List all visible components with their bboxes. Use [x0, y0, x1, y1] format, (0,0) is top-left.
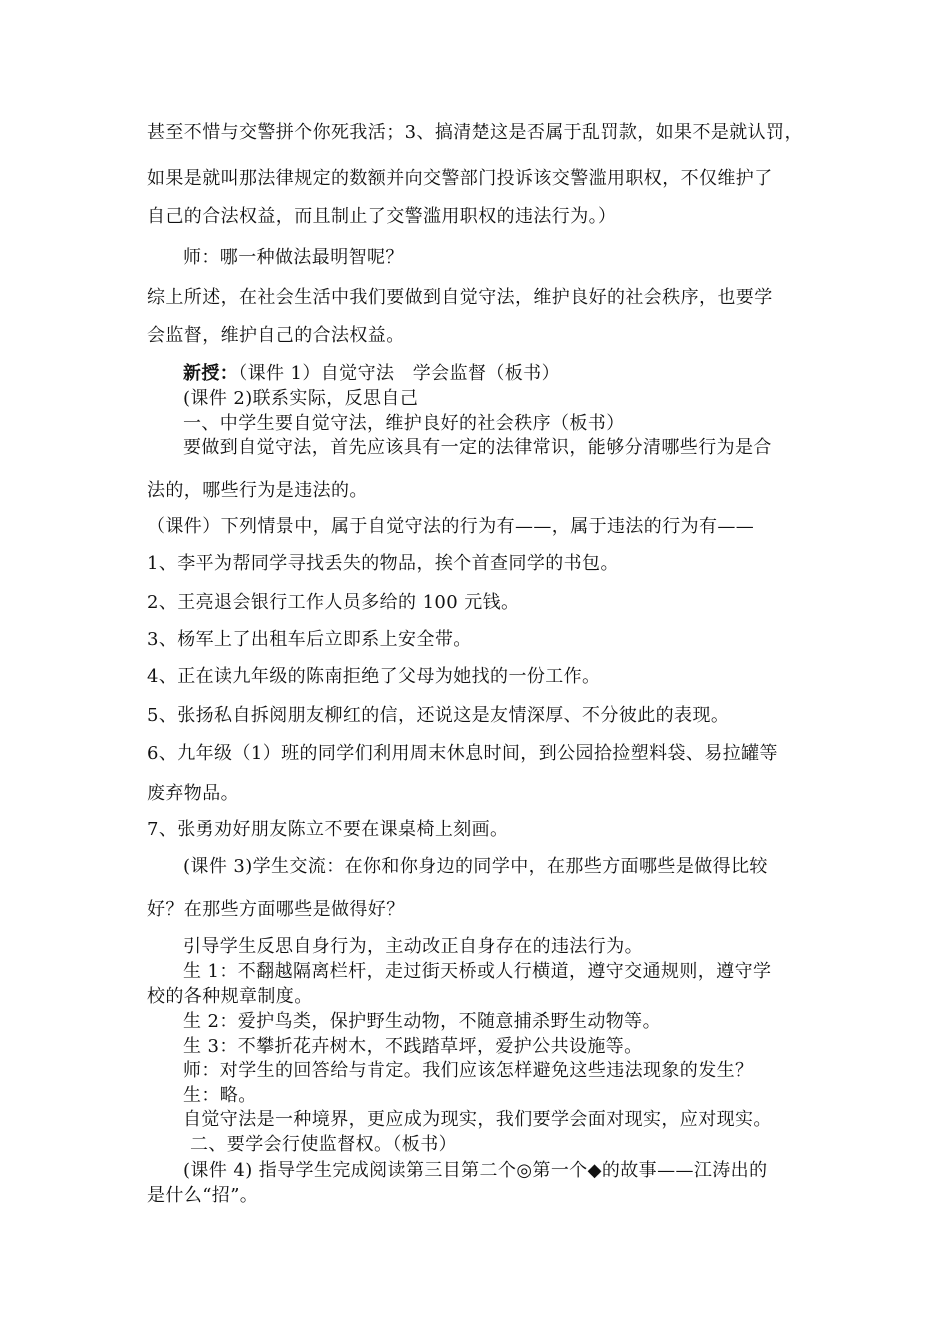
paragraph-line: 自己的合法权益，而且制止了交警滥用职权的违法行为。）	[147, 206, 617, 227]
paragraph-line: （课件 1）自觉守法 学会监督（板书）	[238, 363, 560, 384]
paragraph-line: (课件 4) 指导学生完成阅读第三目第二个◎第一个◆的故事——江涛出的	[183, 1160, 768, 1181]
list-item: 6、九年级（1）班的同学们利用周末休息时间，到公园拾捡塑料袋、易拉罐等	[147, 743, 778, 764]
paragraph-line: 生 2：爱护鸟类，保护野生动物，不随意捕杀野生动物等。	[183, 1011, 661, 1032]
paragraph-line: 师：哪一种做法最明智呢？	[183, 247, 404, 268]
paragraph-line: 是什么“招”。	[147, 1185, 259, 1206]
paragraph-line: 会监督，维护自己的合法权益。	[147, 325, 405, 346]
section-heading: 二、要学会行使监督权。（板书）	[190, 1134, 457, 1155]
paragraph-line: 生：略。	[183, 1085, 257, 1106]
list-item: 2、王亮退会银行工作人员多给的 100 元钱。	[147, 592, 520, 613]
list-item: 废弃物品。	[147, 783, 239, 804]
paragraph-line: 师：对学生的回答给与肯定。我们应该怎样避免这些违法现象的发生？	[183, 1060, 754, 1081]
paragraph-line: 生 1：不翻越隔离栏杆，走过街天桥或人行横道，遵守交通规则，遵守学	[183, 961, 772, 982]
paragraph-line: 好？在那些方面哪些是做得好？	[147, 899, 405, 920]
paragraph-line: 综上所述，在社会生活中我们要做到自觉守法，维护良好的社会秩序，也要学	[147, 287, 773, 308]
paragraph-line: 甚至不惜与交警拼个你死我活；3、搞清楚这是否属于乱罚款，如果不是就认罚，	[147, 122, 803, 143]
new-lesson-label: 新授：	[183, 363, 239, 384]
paragraph-line: 引导学生反思自身行为，主动改正自身存在的违法行为。	[183, 936, 643, 957]
paragraph-line: 自觉守法是一种境界，更应成为现实，我们要学会面对现实，应对现实。	[183, 1109, 772, 1130]
list-item: 7、张勇劝好朋友陈立不要在课桌椅上刻画。	[147, 819, 509, 840]
paragraph-line: 法的，哪些行为是违法的。	[147, 480, 368, 501]
new-lesson-line	[183, 362, 560, 386]
list-item: 5、张扬私自拆阅朋友柳红的信，还说这是友情深厚、不分彼此的表现。	[147, 705, 730, 726]
list-item: 3、杨军上了出租车后立即系上安全带。	[147, 629, 472, 650]
list-item: 1、李平为帮同学寻找丢失的物品，挨个首查同学的书包。	[147, 553, 619, 574]
paragraph-line: 要做到自觉守法，首先应该具有一定的法律常识，能够分清哪些行为是合	[183, 437, 772, 458]
list-item: 4、正在读九年级的陈南拒绝了父母为她找的一份工作。	[147, 666, 601, 687]
paragraph-line: 如果是就叫那法律规定的数额并向交警部门投诉该交警滥用职权，不仅维护了	[147, 168, 773, 189]
paragraph-line: 生 3：不攀折花卉树木，不践踏草坪，爱护公共设施等。	[183, 1036, 643, 1057]
paragraph-line: 校的各种规章制度。	[147, 986, 313, 1007]
paragraph-line: (课件 2)联系实际，反思自己	[183, 388, 419, 409]
paragraph-line: (课件 3)学生交流：在你和你身边的同学中，在那些方面哪些是做得比较	[183, 856, 768, 877]
paragraph-line: （课件）下列情景中，属于自觉守法的行为有——，属于违法的行为有——	[147, 516, 755, 537]
section-heading: 一、中学生要自觉守法，维护良好的社会秩序（板书）	[183, 413, 625, 434]
